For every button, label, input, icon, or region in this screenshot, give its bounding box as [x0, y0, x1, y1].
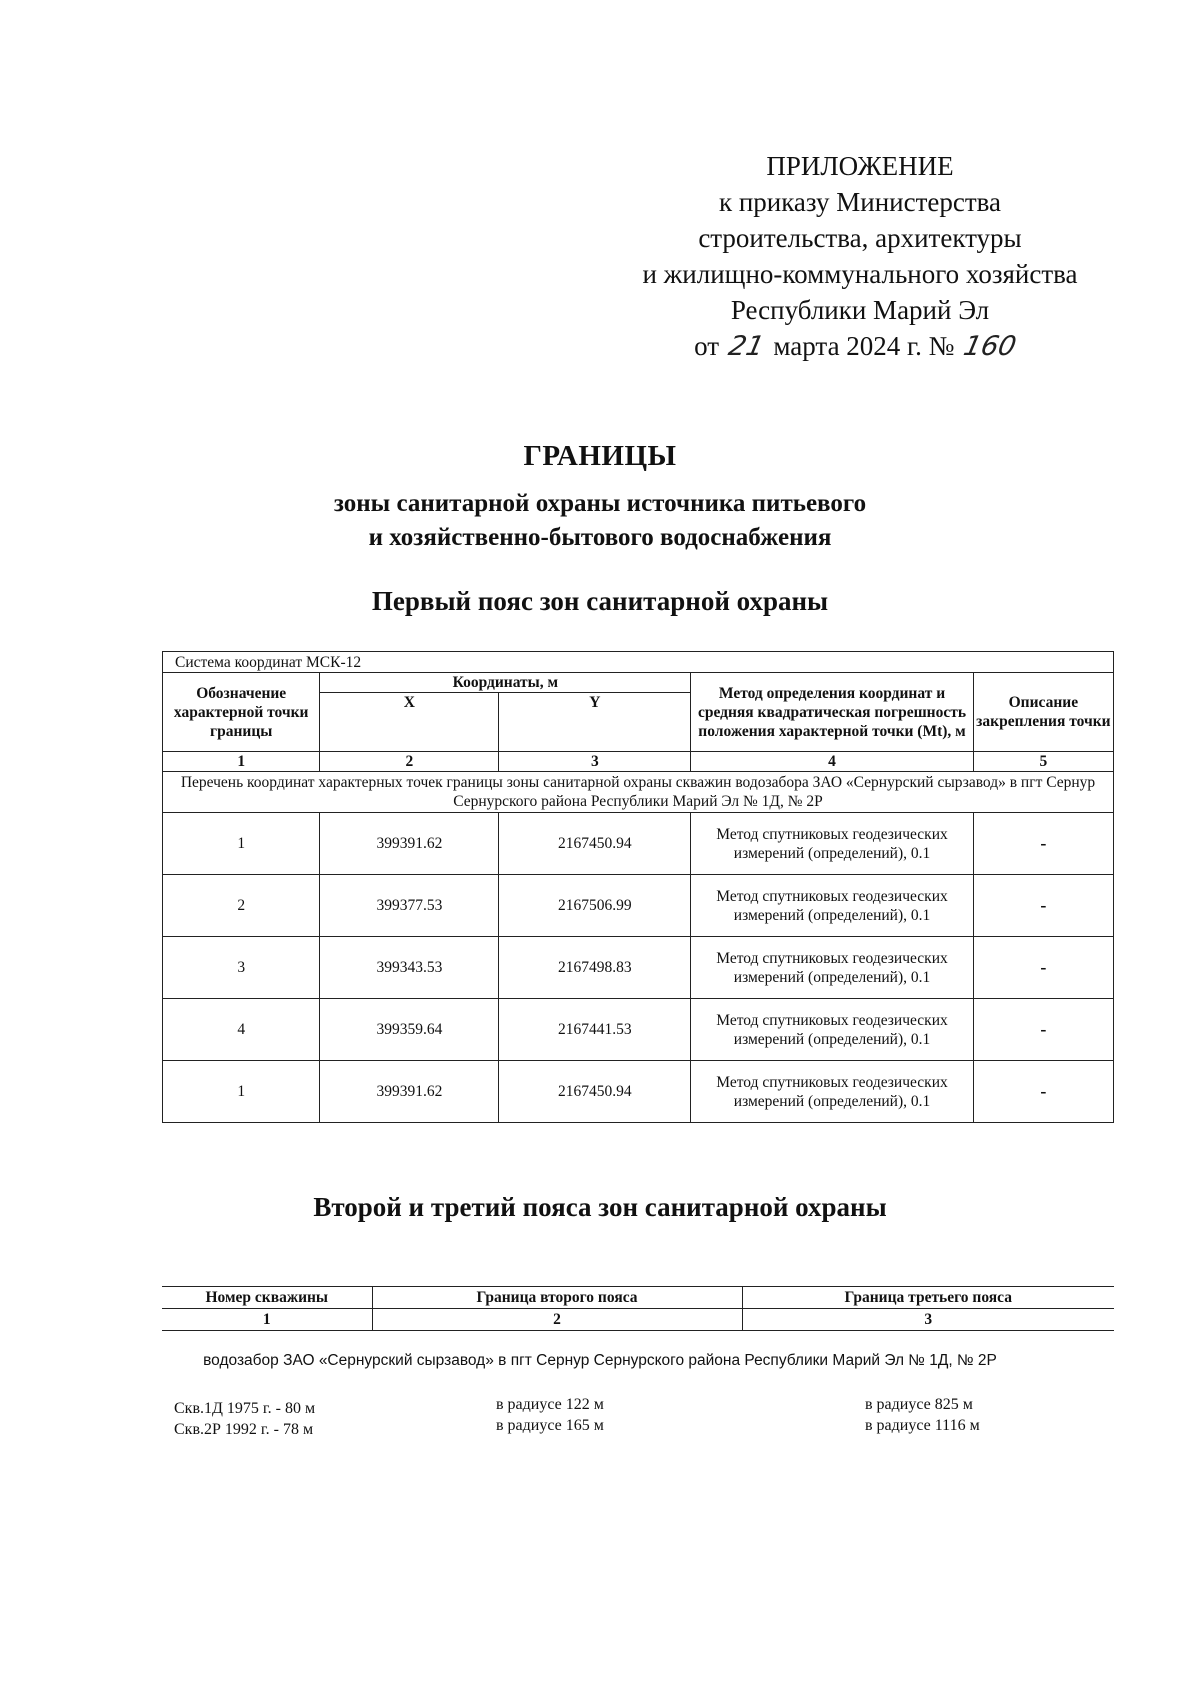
header-y: Y	[499, 693, 691, 752]
column-number: 2	[372, 1309, 742, 1331]
belt23-heading: Второй и третий пояса зон санитарной охраны	[313, 1192, 887, 1222]
cell-point: 3	[163, 937, 320, 999]
table-row	[163, 937, 1114, 999]
belt1-heading: Первый пояс зон санитарной охраны	[371, 586, 829, 616]
cell-point: 1	[163, 813, 320, 875]
cell-method: Метод спутниковых геодезических измерений (определений), 0.1	[691, 875, 973, 937]
third-belt-radius: в радиусе 1116 м	[865, 1417, 980, 1434]
table-row	[163, 999, 1114, 1061]
header-well-number: Номер скважины	[162, 1287, 372, 1309]
cell-description: -	[973, 875, 1113, 937]
belt1-coordinates-table	[162, 651, 1114, 1123]
cell-description: -	[973, 937, 1113, 999]
third-belt-column	[865, 1394, 980, 1436]
cell-y: 2167506.99	[499, 875, 691, 937]
cell-description: -	[973, 813, 1113, 875]
appendix-line: к приказу Министерства	[718, 187, 1002, 217]
column-number: 1	[163, 752, 320, 772]
cell-y: 2167441.53	[499, 999, 691, 1061]
cell-x: 399359.64	[320, 999, 499, 1061]
coordinate-system-label: Система координат МСК-12	[163, 652, 1114, 673]
cell-description: -	[973, 1061, 1113, 1123]
cell-x: 399391.62	[320, 1061, 499, 1123]
appendix-heading: ПРИЛОЖЕНИЕ	[766, 151, 954, 181]
cell-point: 1	[163, 1061, 320, 1123]
appendix-line: строительства, архитектуры	[698, 223, 1022, 253]
cell-point: 2	[163, 875, 320, 937]
header-description: Описание закрепления точки	[973, 673, 1113, 752]
list-caption: Перечень координат характерных точек границы зоны санитарной охраны скважин водозабора ЗАО «Сернурский сырзавод» в пгт Сернур Сернурского района Республики Марий Эл № 1Д, № 2Р	[163, 772, 1114, 813]
column-number: 3	[742, 1309, 1114, 1331]
cell-y: 2167450.94	[499, 813, 691, 875]
table-row	[163, 1061, 1114, 1123]
cell-method: Метод спутниковых геодезических измерений (определений), 0.1	[691, 937, 973, 999]
column-number: 3	[499, 752, 691, 772]
appendix-line: и жилищно-коммунального хозяйства	[642, 259, 1078, 289]
appendix-block	[600, 148, 1120, 365]
order-number-handwritten: 160	[961, 331, 1020, 362]
belt23-table	[162, 1286, 1114, 1331]
cell-y: 2167450.94	[499, 1061, 691, 1123]
cell-y: 2167498.83	[499, 937, 691, 999]
well-entry: Скв.1Д 1975 г. - 80 м	[174, 1400, 316, 1417]
header-point: Обозначение характерной точки границы	[163, 673, 320, 752]
header-second-belt: Граница второго пояса	[372, 1287, 742, 1309]
document-subtitle: зоны санитарной охраны источника питьевого	[333, 490, 867, 517]
date-day-handwritten: 21	[725, 331, 767, 362]
header-method: Метод определения координат и средняя квадратическая погрешность положения характерной точки (Mt), м	[691, 673, 973, 752]
cell-method: Метод спутниковых геодезических измерений (определений), 0.1	[691, 813, 973, 875]
table-row	[163, 875, 1114, 937]
cell-x: 399391.62	[320, 813, 499, 875]
cell-method: Метод спутниковых геодезических измерений (определений), 0.1	[691, 999, 973, 1061]
table-row	[163, 813, 1114, 875]
third-belt-radius: в радиусе 825 м	[865, 1396, 973, 1413]
column-number: 2	[320, 752, 499, 772]
cell-method: Метод спутниковых геодезических измерений (определений), 0.1	[691, 1061, 973, 1123]
column-number: 4	[691, 752, 973, 772]
header-x: X	[320, 693, 499, 752]
header-coords: Координаты, м	[320, 673, 691, 693]
well-entry: Скв.2Р 1992 г. - 78 м	[174, 1421, 314, 1438]
cell-x: 399343.53	[320, 937, 499, 999]
appendix-line: Республики Марий Эл	[730, 295, 990, 325]
water-intake-caption: водозабор ЗАО «Сернурский сырзавод» в пгт Сернур Сернурского района Республики Марий Эл № 1Д, № 2Р	[203, 1352, 997, 1369]
second-belt-column	[496, 1394, 604, 1436]
second-belt-radius: в радиусе 165 м	[496, 1417, 604, 1434]
header-third-belt: Граница третьего пояса	[742, 1287, 1114, 1309]
column-number: 1	[162, 1309, 372, 1331]
wells-column	[174, 1398, 315, 1440]
column-number: 5	[973, 752, 1113, 772]
cell-point: 4	[163, 999, 320, 1061]
cell-x: 399377.53	[320, 875, 499, 937]
cell-description: -	[973, 999, 1113, 1061]
appendix-date-line	[600, 328, 1120, 365]
document-title: ГРАНИЦЫ	[523, 440, 677, 472]
date-prefix: от	[694, 331, 720, 361]
date-rest: марта 2024 г. №	[773, 331, 955, 361]
document-subtitle: и хозяйственно-бытового водоснабжения	[368, 524, 832, 551]
second-belt-radius: в радиусе 122 м	[496, 1396, 604, 1413]
